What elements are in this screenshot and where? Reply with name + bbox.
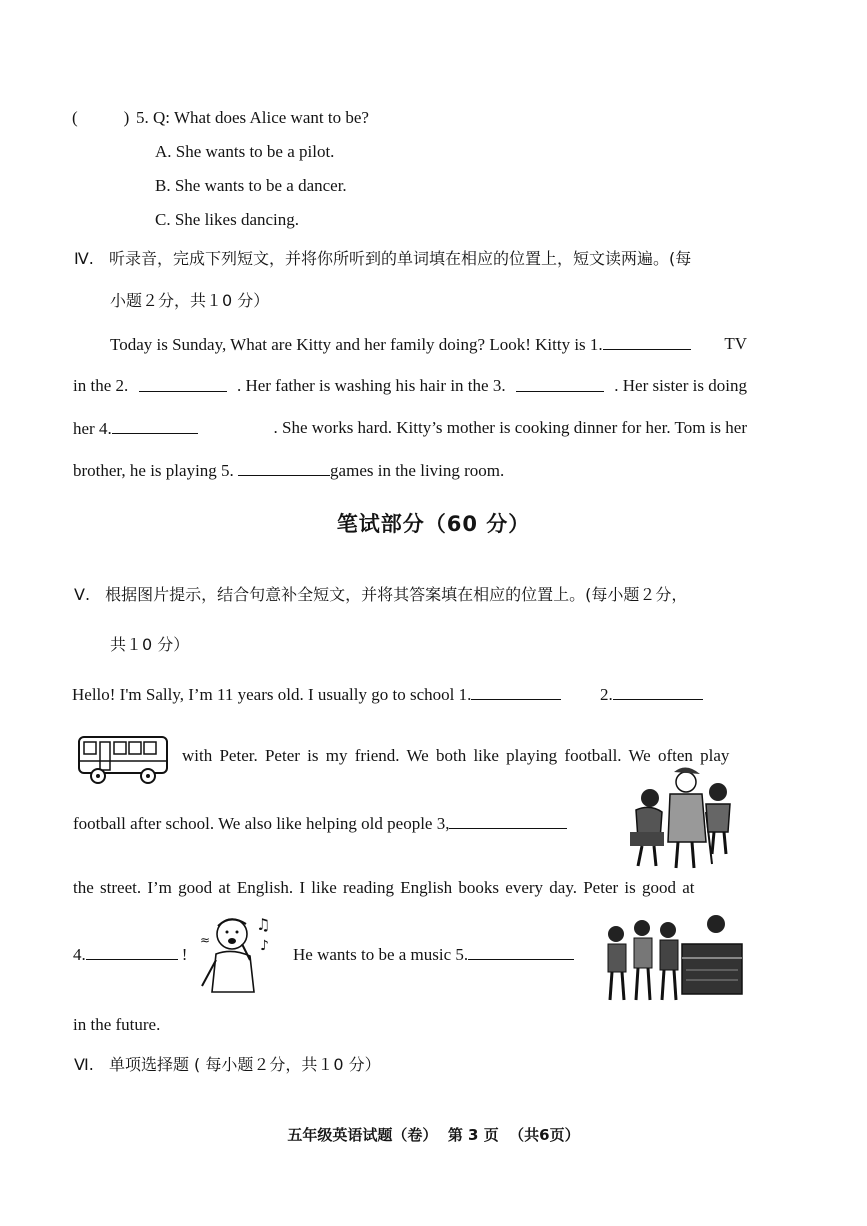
section4-passage-line-2: in the 2. . Her father is washing his hair in the 3. . Her sister is doing [73,376,747,395]
section6-instruction: 单项选择题 ( 每小题２分，共１0 分） [108,1055,381,1074]
blank-5-4[interactable] [86,943,178,960]
section5-instruction-1: 根据图片提示，结合句意补全短文，并将其答案填在相应的位置上。(每小题２分， [105,585,688,604]
blank-4-1[interactable] [603,333,691,350]
section5-heading [74,584,687,606]
section5-line-5-music: He wants to be a music 5. [293,943,574,966]
blank-4-2[interactable] [139,375,227,392]
section5-instruction-2: 共１0 分） [110,635,190,654]
section4-passage-line-4: brother, he is playing 5. games in the living room. [73,461,505,480]
section4-instruction-2: 小题２分，共１0 分） [110,291,270,310]
blank-4-4[interactable] [112,417,198,434]
section4-instruction-1: 听录音，完成下列短文，并将你所听到的单词填在相应的位置上，短文读两遍。(每 [108,249,692,268]
section5-line-5: 4. ! [73,945,188,964]
section6-numeral: Ⅵ. [74,1055,94,1074]
section4-passage-line-3: her 4. . She works hard. Kitty’s mother is cooking dinner for her. Tom is her [73,418,747,438]
section5-line-1: Hello! I'm Sally, I’m 11 years old. I usually go to school 1. [72,683,561,706]
q5-answer-paren[interactable]: ( ) [72,108,130,127]
music-band-picture [602,914,746,1006]
section4-heading [74,248,691,270]
q5-question: 5. Q: What does Alice want to be? [136,108,369,127]
svg-text:♫: ♫ [256,915,271,934]
blank-5-1[interactable] [471,683,561,700]
section5-numeral: Ⅴ. [74,585,91,604]
blank-4-5[interactable] [238,459,330,476]
section5-line-3: football after school. We also like helping old people 3, [73,812,567,835]
blank-5-5[interactable] [468,943,574,960]
svg-text:♪: ♪ [260,938,269,954]
q5-option-c: C. She likes dancing. [155,210,300,229]
blank-4-3[interactable] [516,375,604,392]
q5-option-a: A. She wants to be a pilot. [155,142,335,161]
section5-line-1-item-2: 2. [600,683,703,706]
section5-line-6: in the future. [73,1015,161,1034]
section6-heading [74,1054,381,1076]
section4-passage-line-1: Today is Sunday, What are Kitty and her family doing? Look! Kitty is 1. TV [110,334,747,354]
page-footer: 五年级英语试题（卷） 第 3 页 （共6页） [287,1126,580,1144]
section5-line-4: the street. I’m good at English. I like reading English books every day. Peter is good at [73,878,695,897]
svg-text:≈: ≈ [200,933,211,947]
section4-numeral: Ⅳ. [74,249,94,268]
blank-5-3[interactable] [449,812,567,829]
blank-5-2[interactable] [613,683,703,700]
singing-boy-picture [198,910,278,996]
section5-line-2: with Peter. Peter is my friend. We both like playing football. We often play [182,746,730,765]
bus-picture [76,734,170,786]
helping-old-man-picture [622,762,740,874]
q5-option-b: B. She wants to be a dancer. [155,176,347,195]
written-part-title: 笔试部分（60 分） [336,512,531,536]
